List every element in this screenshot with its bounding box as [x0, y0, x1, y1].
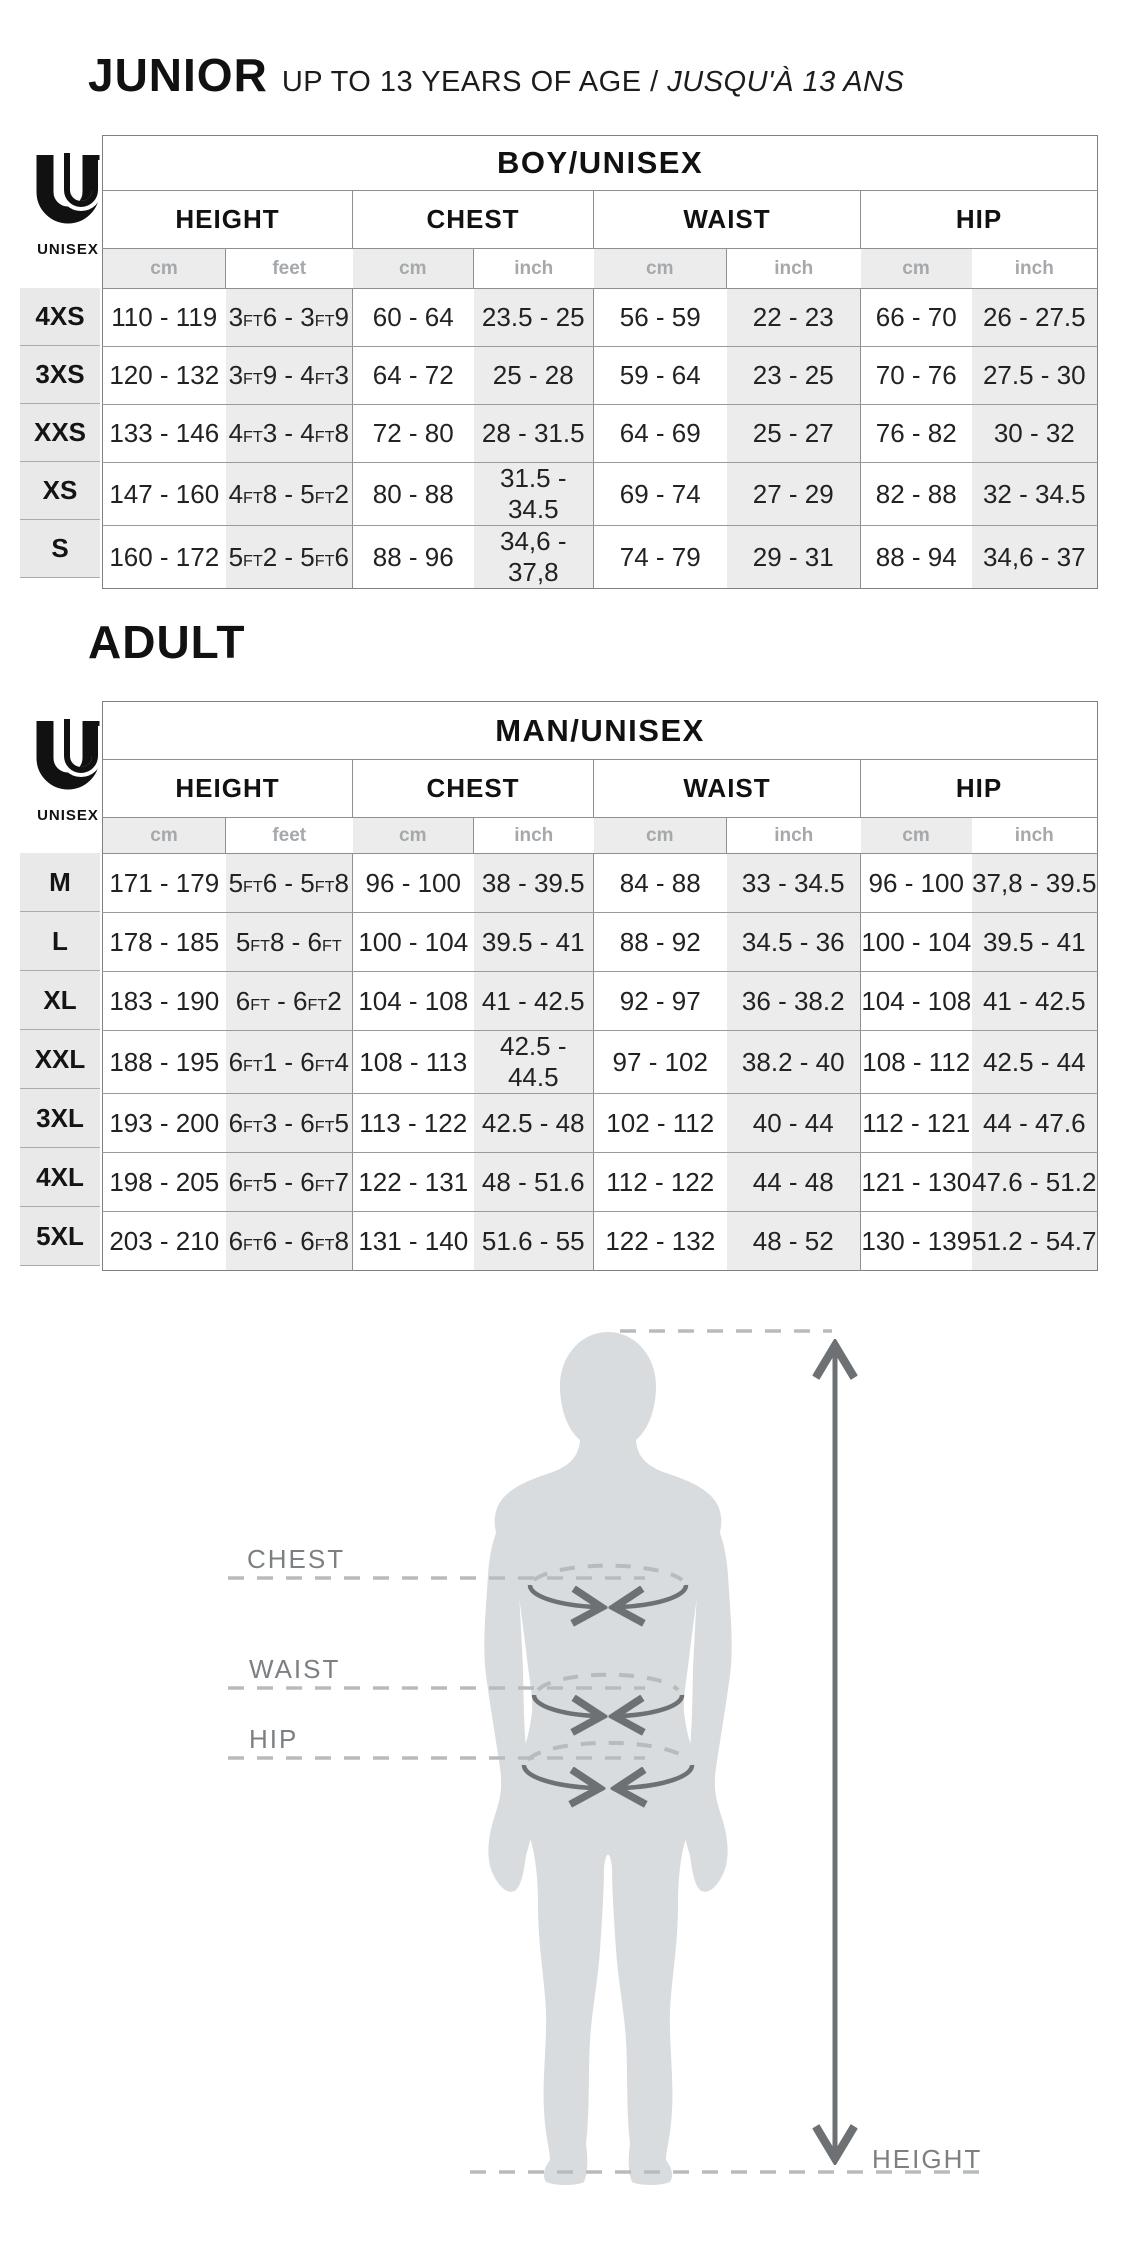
- chest-cm-cell: 60 - 64: [353, 289, 474, 347]
- chest-cm-cell: 113 - 122: [353, 1094, 474, 1153]
- height-cm-cell: 198 - 205: [103, 1153, 226, 1212]
- chest-cm-cell: 88 - 96: [353, 526, 474, 589]
- hip-cm-cell: 112 - 121: [861, 1094, 972, 1153]
- hip-inch-cell: 26 - 27.5: [972, 289, 1098, 347]
- hip-inch-cell: 51.2 - 54.7: [972, 1212, 1098, 1271]
- unit-cell: cm: [353, 818, 474, 854]
- height-feet-cell: 6FT3 - 6FT5: [226, 1094, 353, 1153]
- hip-cm-cell: 96 - 100: [861, 854, 972, 913]
- hip-inch-cell: 30 - 32: [972, 405, 1098, 463]
- size-label: XXL: [20, 1030, 100, 1089]
- waist-inch-cell: 22 - 23: [727, 289, 861, 347]
- height-cm-cell: 147 - 160: [103, 463, 226, 526]
- junior-size-row: [103, 526, 1098, 589]
- height-cm-cell: 193 - 200: [103, 1094, 226, 1153]
- adult-column-header-row: [103, 760, 1098, 818]
- chest-cm-cell: 131 - 140: [353, 1212, 474, 1271]
- waist-inch-cell: 40 - 44: [727, 1094, 861, 1153]
- size-label: XXS: [20, 404, 100, 462]
- height-feet-cell: 3FT6 - 3FT9: [226, 289, 353, 347]
- height-measure-label: HEIGHT: [872, 2144, 983, 2174]
- size-label: 4XS: [20, 288, 100, 346]
- waist-cm-cell: 59 - 64: [594, 347, 727, 405]
- waist-inch-cell: 27 - 29: [727, 463, 861, 526]
- size-label: 5XL: [20, 1207, 100, 1266]
- junior-units-row: [103, 249, 1098, 289]
- height-cm-cell: 110 - 119: [103, 289, 226, 347]
- height-feet-cell: 4FT3 - 4FT8: [226, 405, 353, 463]
- unit-cell: inch: [474, 818, 594, 854]
- hip-inch-cell: 39.5 - 41: [972, 913, 1098, 972]
- hip-cm-cell: 76 - 82: [861, 405, 972, 463]
- unit-cell: inch: [727, 249, 861, 289]
- waist-cm-cell: 92 - 97: [594, 972, 727, 1031]
- unisex-logo-adult: [25, 718, 111, 824]
- chest-inch-cell: 23.5 - 25: [474, 289, 594, 347]
- height-cm-cell: 203 - 210: [109, 1225, 220, 1256]
- size-label: 3XL: [20, 1089, 100, 1148]
- hip-cm-cell: 121 - 130: [861, 1153, 972, 1212]
- adult-size-row: [103, 1031, 1098, 1094]
- hip-inch-cell: 47.6 - 51.2: [972, 1153, 1098, 1212]
- adult-units-row: [103, 818, 1098, 854]
- waist-cm-cell: 102 - 112: [594, 1094, 727, 1153]
- col-waist: WAIST: [594, 760, 861, 818]
- unit-cell: inch: [727, 818, 861, 854]
- adult-size-row: [103, 1212, 1098, 1271]
- adult-title-row: [88, 615, 245, 669]
- unit-cell: inch: [972, 818, 1098, 854]
- chest-inch-cell: 42.5 - 48: [474, 1094, 594, 1153]
- hip-cm-cell: 70 - 76: [861, 347, 972, 405]
- col-chest: CHEST: [353, 191, 594, 249]
- size-label: 3XS: [20, 346, 100, 404]
- waist-cm-cell: 88 - 92: [594, 913, 727, 972]
- height-feet-cell: 5FT2 - 5FT6: [226, 526, 353, 589]
- chest-inch-cell: 39.5 - 41: [474, 913, 594, 972]
- hip-cm-cell: 130 - 139: [861, 1212, 972, 1271]
- hip-inch-cell: 27.5 - 30: [972, 347, 1098, 405]
- chest-measure-label: CHEST: [247, 1544, 346, 1574]
- waist-inch-cell: 36 - 38.2: [727, 972, 861, 1031]
- waist-cm-cell: 84 - 88: [594, 854, 727, 913]
- chest-cm-cell: 72 - 80: [353, 405, 474, 463]
- chest-cm-cell: 108 - 113: [353, 1031, 474, 1094]
- waist-measure-label: WAIST: [249, 1654, 341, 1684]
- hip-inch-cell: 42.5 - 44: [972, 1031, 1098, 1094]
- height-cm-cell: 160 - 172: [109, 541, 220, 572]
- adult-group-header: MAN/UNISEX: [103, 702, 1098, 760]
- col-chest: CHEST: [353, 760, 594, 818]
- junior-size-row: [103, 347, 1098, 405]
- waist-inch-cell: 25 - 27: [727, 405, 861, 463]
- chest-inch-cell: 51.6 - 55: [474, 1212, 594, 1271]
- height-cm-cell: 120 - 132: [103, 347, 226, 405]
- hip-cm-cell: 66 - 70: [861, 289, 972, 347]
- adult-size-row: [103, 913, 1098, 972]
- chest-inch-cell: 48 - 51.6: [474, 1153, 594, 1212]
- hip-inch-cell: 34,6 - 37: [972, 526, 1098, 589]
- chest-cm-cell: 122 - 131: [353, 1153, 474, 1212]
- col-hip: HIP: [861, 760, 1098, 818]
- unisex-logo-label: UNISEX: [37, 807, 99, 824]
- hip-inch-cell: 32 - 34.5: [972, 463, 1098, 526]
- col-hip: HIP: [861, 191, 1098, 249]
- size-label: 4XL: [20, 1148, 100, 1207]
- adult-size-table: [102, 701, 1098, 1271]
- chest-cm-cell: 96 - 100: [353, 854, 474, 913]
- measurement-diagram: [0, 1280, 1147, 2258]
- chest-cm-cell: 100 - 104: [353, 913, 474, 972]
- chest-inch-cell: 38 - 39.5: [474, 854, 594, 913]
- chest-cm-cell: 64 - 72: [353, 347, 474, 405]
- size-label: M: [20, 853, 100, 912]
- waist-inch-cell: 44 - 48: [727, 1153, 861, 1212]
- junior-subtitle: UP TO 13 YEARS OF AGE / JUSQU'À 13 ANS: [281, 66, 905, 98]
- col-waist: WAIST: [594, 191, 861, 249]
- junior-column-header-row: [103, 191, 1098, 249]
- unisex-u-icon: [25, 152, 111, 234]
- junior-size-table: [102, 135, 1098, 589]
- junior-title: JUNIOR: [88, 49, 268, 101]
- chest-inch-cell: 31.5 - 34.5: [474, 463, 594, 526]
- chest-cm-cell: 104 - 108: [353, 972, 474, 1031]
- chest-inch-cell: 28 - 31.5: [474, 405, 594, 463]
- waist-cm-cell: 64 - 69: [594, 405, 727, 463]
- height-feet-cell: 6FT1 - 6FT4: [226, 1031, 353, 1094]
- waist-cm-cell: 74 - 79: [594, 526, 727, 589]
- hip-measure-label: HIP: [249, 1724, 299, 1754]
- col-height: HEIGHT: [103, 760, 353, 818]
- waist-inch-cell: 48 - 52: [727, 1212, 861, 1271]
- height-cm-cell: 183 - 190: [103, 972, 226, 1031]
- junior-size-row: [103, 463, 1098, 526]
- unit-cell: cm: [103, 249, 226, 289]
- height-feet-cell: 6FT - 6FT2: [226, 972, 353, 1031]
- unit-cell: cm: [594, 249, 727, 289]
- height-cm-cell: 188 - 195: [103, 1031, 226, 1094]
- hip-cm-cell: 88 - 94: [861, 526, 972, 589]
- unit-cell: cm: [861, 249, 972, 289]
- chest-inch-cell: 25 - 28: [474, 347, 594, 405]
- junior-group-header-row: [103, 136, 1098, 191]
- junior-size-row: [103, 405, 1098, 463]
- height-cm-cell: 133 - 146: [103, 405, 226, 463]
- adult-group-header-row: [103, 702, 1098, 760]
- hip-inch-cell: 37,8 - 39.5: [972, 854, 1098, 913]
- unit-cell: inch: [474, 249, 594, 289]
- hip-cm-cell: 108 - 112: [861, 1031, 972, 1094]
- height-feet-cell: 4FT8 - 5FT2: [226, 463, 353, 526]
- unit-cell: cm: [353, 249, 474, 289]
- waist-cm-cell: 122 - 132: [594, 1212, 727, 1271]
- chest-inch-cell: 41 - 42.5: [474, 972, 594, 1031]
- waist-inch-cell: 29 - 31: [727, 526, 861, 589]
- waist-inch-cell: 34.5 - 36: [727, 913, 861, 972]
- adult-size-row: [103, 972, 1098, 1031]
- chest-inch-cell: 34,6 - 37,8: [474, 526, 594, 589]
- unit-cell: feet: [226, 249, 353, 289]
- junior-title-row: [88, 48, 904, 102]
- size-label: XS: [20, 462, 100, 520]
- height-feet-cell: 5FT6 - 5FT8: [226, 854, 353, 913]
- hip-inch-cell: 41 - 42.5: [972, 972, 1098, 1031]
- unit-cell: cm: [594, 818, 727, 854]
- unisex-u-icon: [25, 718, 111, 800]
- waist-inch-cell: 23 - 25: [727, 347, 861, 405]
- hip-cm-cell: 100 - 104: [861, 913, 972, 972]
- waist-cm-cell: 69 - 74: [594, 463, 727, 526]
- waist-cm-cell: 56 - 59: [594, 289, 727, 347]
- adult-size-row: [103, 1153, 1098, 1212]
- waist-cm-cell: 112 - 122: [594, 1153, 727, 1212]
- unit-cell: feet: [226, 818, 353, 854]
- hip-cm-cell: 82 - 88: [861, 463, 972, 526]
- unisex-logo-junior: [25, 152, 111, 258]
- adult-size-labels: [20, 853, 100, 1266]
- adult-size-row: [103, 854, 1098, 913]
- hip-cm-cell: 104 - 108: [861, 972, 972, 1031]
- junior-size-labels: [20, 288, 100, 578]
- unit-cell: inch: [972, 249, 1098, 289]
- adult-size-row: [103, 1094, 1098, 1153]
- height-feet-cell: 5FT8 - 6FT: [226, 913, 353, 972]
- waist-inch-cell: 38.2 - 40: [727, 1031, 861, 1094]
- height-feet-cell: 6FT6 - 6FT8: [226, 1212, 353, 1271]
- waist-inch-cell: 33 - 34.5: [727, 854, 861, 913]
- unisex-logo-label: UNISEX: [37, 241, 99, 258]
- height-feet-cell: 3FT9 - 4FT3: [226, 347, 353, 405]
- unit-cell: cm: [861, 818, 972, 854]
- col-height: HEIGHT: [103, 191, 353, 249]
- height-feet-cell: 6FT5 - 6FT7: [226, 1153, 353, 1212]
- chest-cm-cell: 80 - 88: [353, 463, 474, 526]
- unit-cell: cm: [103, 818, 226, 854]
- junior-group-header: BOY/UNISEX: [103, 136, 1098, 191]
- adult-title: ADULT: [88, 616, 246, 668]
- height-cm-cell: 171 - 179: [103, 854, 226, 913]
- hip-inch-cell: 44 - 47.6: [972, 1094, 1098, 1153]
- junior-size-row: [103, 289, 1098, 347]
- chest-inch-cell: 42.5 - 44.5: [474, 1031, 594, 1094]
- height-cm-cell: 178 - 185: [103, 913, 226, 972]
- size-label: L: [20, 912, 100, 971]
- size-label: XL: [20, 971, 100, 1030]
- size-label: S: [20, 520, 100, 578]
- waist-cm-cell: 97 - 102: [594, 1031, 727, 1094]
